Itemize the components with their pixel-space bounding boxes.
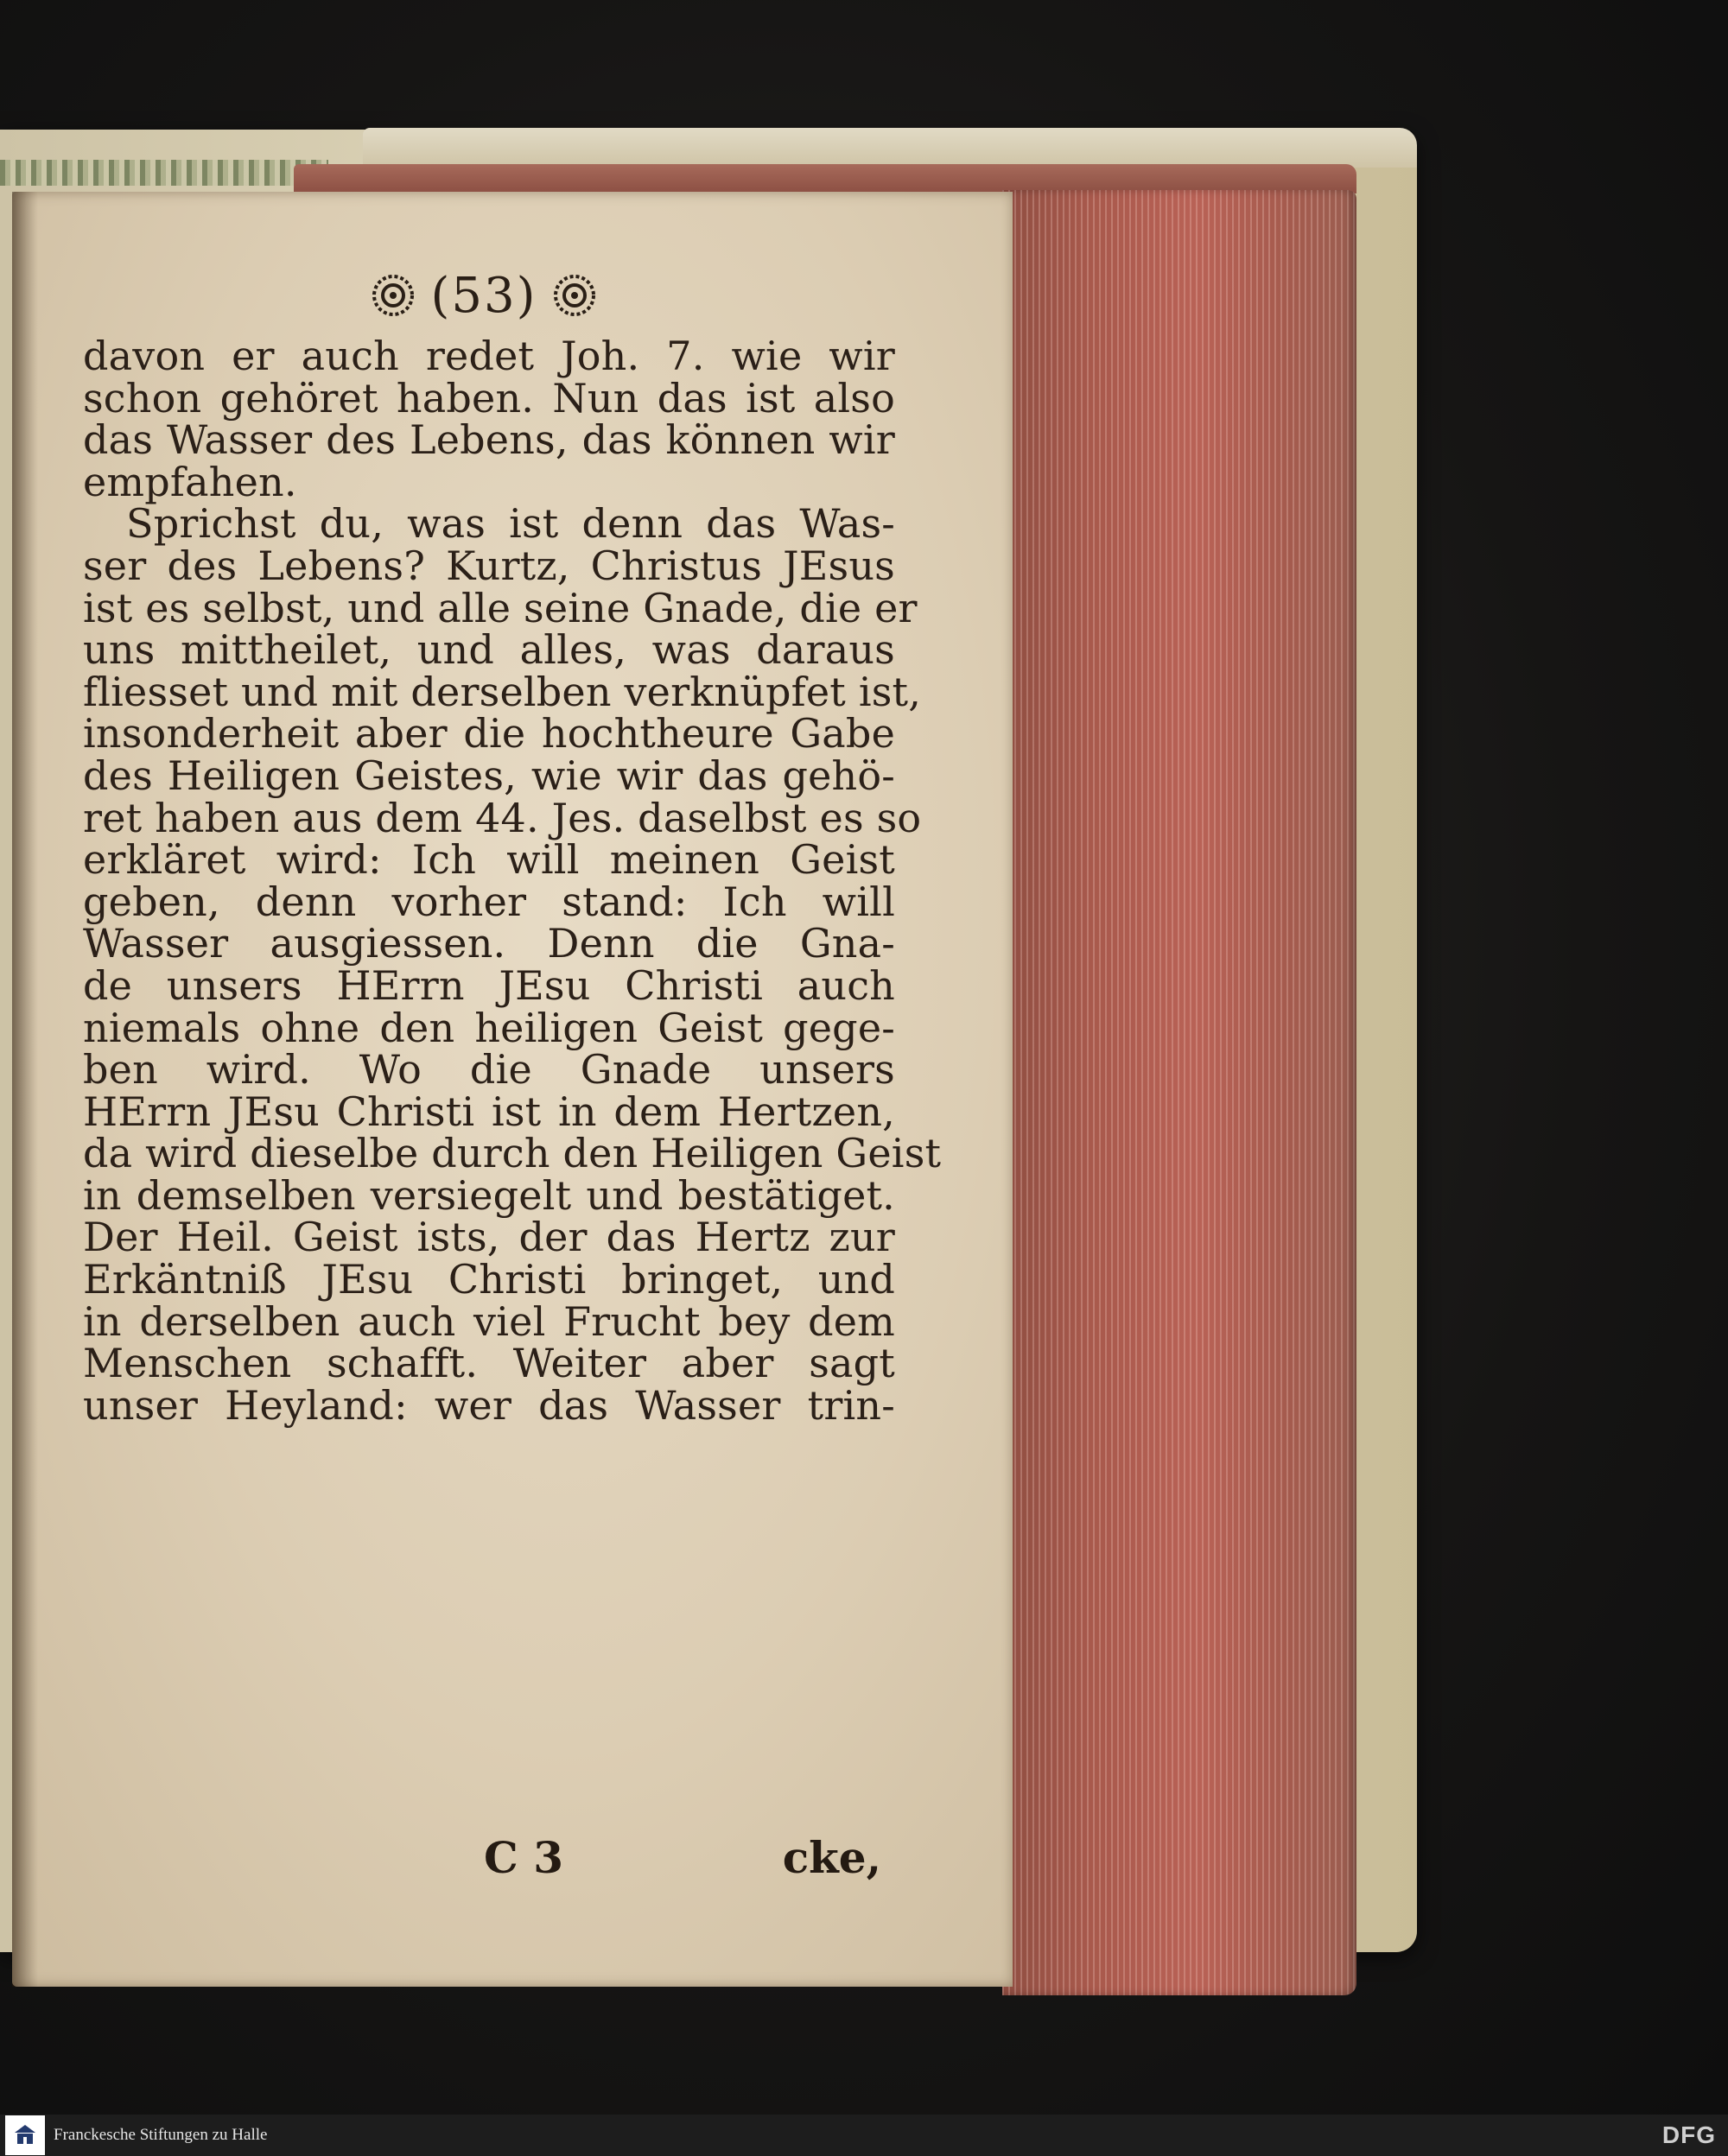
- text-line: Erkäntniß JEsu Christi bringet, und: [83, 1256, 895, 1303]
- text-line: des Heiligen Geistes, wie wir das gehö-: [83, 751, 895, 799]
- spine-headband: [0, 160, 328, 186]
- text-line: in derselben auch viel Frucht bey dem: [83, 1297, 895, 1345]
- text-line: Wasser ausgiessen. Denn die Gna-: [83, 920, 895, 967]
- text-line: Der Heil. Geist ists, der das Hertz zur: [83, 1214, 895, 1261]
- text-line: ist es selbst, und alle seine Gnade, die er: [83, 584, 918, 631]
- page-header: [346, 261, 622, 330]
- text-line: de unsers HErrn JEsu Christi auch: [83, 961, 895, 1009]
- page-number: (53): [430, 267, 537, 324]
- institution-logo-icon: [5, 2115, 45, 2155]
- text-line: ret haben aus dem 44. Jes. daselbst es so: [83, 794, 922, 841]
- text-line: fliesset und mit derselben verknüpfet ist,: [83, 668, 922, 715]
- text-line: erkläret wird: Ich will meinen Geist: [83, 836, 895, 884]
- text-line: ben wird. Wo die Gnade unsers: [83, 1046, 895, 1094]
- text-line: insonderheit aber die hochtheure Gabe: [83, 710, 895, 758]
- institution-name: Franckesche Stiftungen zu Halle: [54, 2126, 268, 2144]
- text-line: da wird dieselbe durch den Heiligen Geist: [83, 1130, 942, 1177]
- building-icon: [12, 2122, 38, 2148]
- credit-bar: [0, 2115, 1728, 2156]
- body-text: [83, 333, 942, 1429]
- text-line: Menschen schafft. Weiter aber sagt: [83, 1340, 895, 1387]
- text-line: HErrn JEsu Christi ist in dem Hertzen,: [83, 1088, 895, 1135]
- page-block-top-edge: [294, 164, 1356, 193]
- page-gutter-shadow: [12, 192, 38, 1987]
- text-line: unser Heyland: wer das Wasser trin-: [83, 1381, 895, 1429]
- dfg-mark: DFG: [1661, 2121, 1716, 2148]
- catchword: cke,: [782, 1831, 881, 1883]
- signature-mark: C 3: [484, 1831, 563, 1883]
- page-footer: [484, 1831, 881, 1883]
- text-line: Sprichst du, was ist denn das Was-: [126, 500, 895, 548]
- text-line: uns mittheilet, und alles, was daraus: [83, 626, 895, 674]
- text-line: geben, denn vorher stand: Ich will: [83, 878, 895, 925]
- ornament-right-icon: [550, 271, 599, 320]
- ornament-left-icon: [369, 271, 417, 320]
- text-line: schon gehöret haben. Nun das ist also: [83, 374, 895, 422]
- red-page-edges: [1002, 190, 1356, 1995]
- text-line: das Wasser des Lebens, das können wir: [83, 416, 895, 464]
- text-line: empfahen.: [83, 458, 297, 505]
- vellum-cover-top: [363, 128, 1417, 168]
- text-line: ser des Lebens? Kurtz, Christus JEsus: [83, 542, 895, 589]
- text-line: in demselben versiegelt und bestätiget.: [83, 1171, 895, 1219]
- text-line: davon er auch redet Joh. 7. wie wir: [83, 333, 895, 379]
- text-line: niemals ohne den heiligen Geist gege-: [83, 1004, 895, 1051]
